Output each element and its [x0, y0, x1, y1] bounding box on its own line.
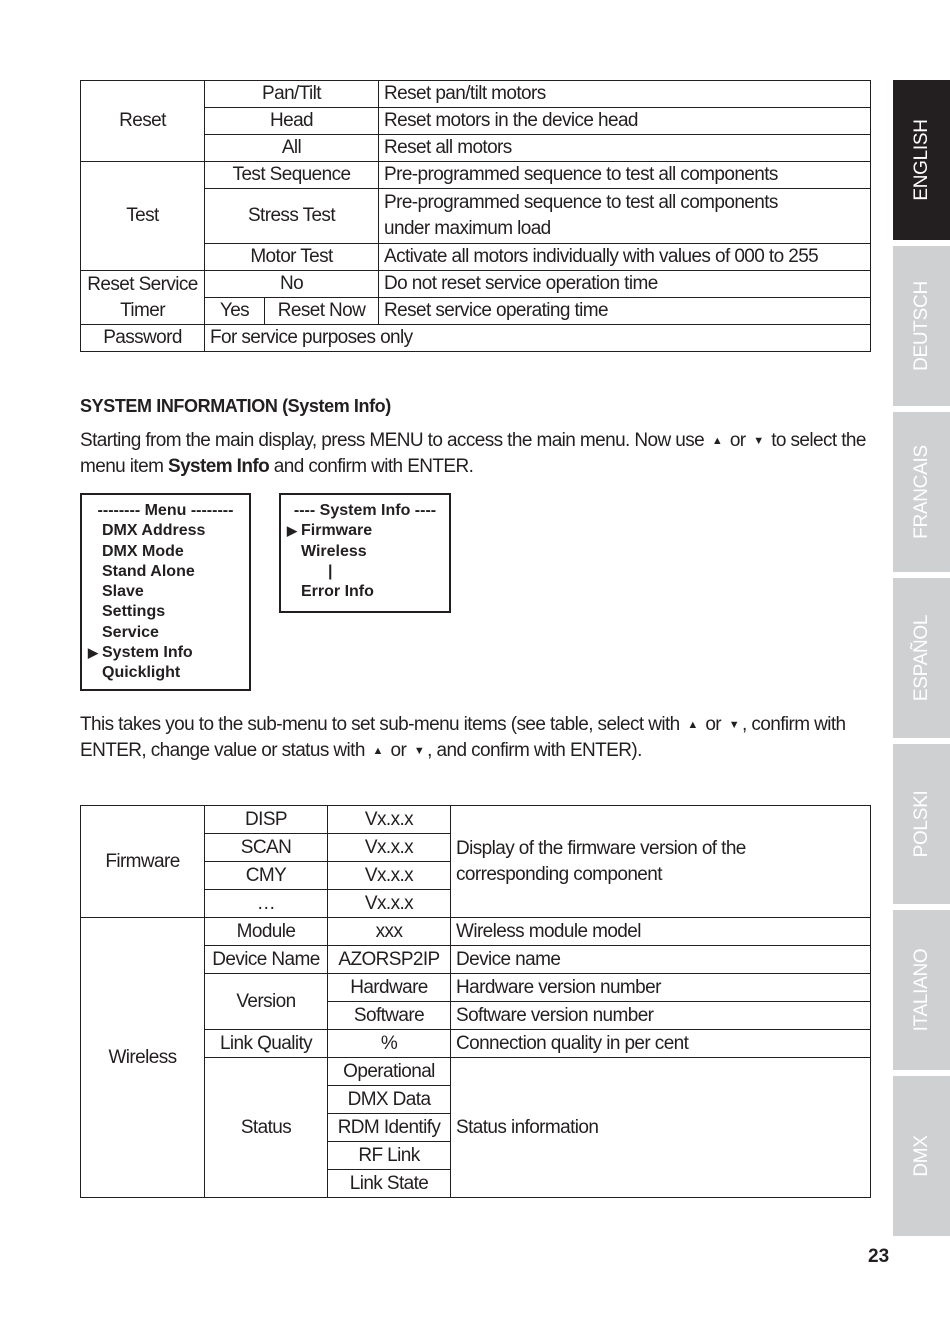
- description-line: under maximum load: [384, 218, 551, 239]
- tab-espanol[interactable]: ESPAÑOL: [893, 578, 950, 738]
- option-cell: Pan/Tilt: [205, 81, 379, 108]
- description-cell: Reset service operating time: [379, 298, 871, 325]
- value-cell: Link State: [328, 1170, 451, 1198]
- item-cell: SCAN: [205, 834, 328, 862]
- arrow-down-icon: ▼: [753, 435, 764, 447]
- tab-polski[interactable]: POLSKI: [893, 744, 950, 904]
- system-info-table: [80, 805, 871, 1198]
- pointer-icon: ▶: [88, 645, 98, 661]
- description-line: Pre-programmed sequence to test all components: [384, 192, 778, 213]
- text-run: or: [729, 430, 746, 451]
- item-cell: Module: [205, 918, 328, 946]
- value-cell: Vx.x.x: [328, 834, 451, 862]
- description-cell: Reset pan/tilt motors: [379, 81, 871, 108]
- text-run: or: [390, 740, 407, 761]
- value-cell: Operational: [328, 1058, 451, 1086]
- section-heading: SYSTEM INFORMATION (System Info): [80, 396, 391, 416]
- item-cell: DISP: [205, 806, 328, 834]
- description-line: Display of the firmware version of the: [456, 837, 746, 859]
- value-cell: Software: [328, 1002, 451, 1030]
- menu-item: DMX Address: [102, 522, 206, 540]
- text-run: This takes you to the sub-menu to set sub-menu items (see table, select with: [80, 714, 680, 735]
- option-cell: Yes: [205, 298, 265, 325]
- keyword: System Info: [168, 456, 270, 477]
- main-menu-display: [80, 493, 251, 691]
- item-cell: Status: [205, 1058, 328, 1198]
- description-cell: For service purposes only: [205, 325, 871, 352]
- menu-item: Stand Alone: [102, 562, 195, 580]
- label-line: Reset Service: [87, 273, 198, 295]
- menu-item: Slave: [102, 583, 144, 601]
- option-cell: Test Sequence: [205, 162, 379, 189]
- option-cell: Motor Test: [205, 244, 379, 271]
- arrow-up-icon: ▲: [711, 435, 723, 447]
- menu-item: Error Info: [301, 583, 374, 601]
- description-cell: Pre-programmed sequence to test all components: [379, 162, 871, 189]
- pointer-icon: ▶: [287, 523, 297, 539]
- text-run: and confirm with ENTER.: [273, 456, 474, 477]
- text-run: , confirm with ENTER, change value or status with: [80, 714, 846, 761]
- item-cell: Device Name: [205, 946, 328, 974]
- option-cell: Stress Test: [205, 189, 379, 244]
- page-number: 23: [868, 1246, 890, 1267]
- arrow-down-icon: ▼: [413, 745, 425, 757]
- intro-paragraph: [80, 428, 870, 480]
- menu-title: ---- System Info ----: [293, 502, 437, 519]
- description-cell: Status information: [451, 1058, 871, 1198]
- value-cell: Vx.x.x: [328, 806, 451, 834]
- submenu-paragraph: [80, 712, 870, 764]
- value-cell: %: [328, 1030, 451, 1058]
- value-cell: AZORSP2IP: [328, 946, 451, 974]
- value-cell: RDM Identify: [328, 1114, 451, 1142]
- arrow-down-icon: ▼: [728, 719, 740, 731]
- description-cell: Device name: [451, 946, 871, 974]
- option-cell: No: [205, 271, 379, 298]
- text-run: to select the menu item: [80, 430, 866, 477]
- tab-english[interactable]: ENGLISH: [893, 80, 950, 240]
- arrow-up-icon: ▲: [687, 719, 698, 731]
- row-label-firmware: Firmware: [81, 806, 205, 918]
- row-label-reset: Reset: [81, 81, 205, 162]
- tab-dmx[interactable]: DMX: [893, 1076, 950, 1236]
- value-cell: DMX Data: [328, 1086, 451, 1114]
- description-cell: Reset all motors: [379, 135, 871, 162]
- value-cell: RF Link: [328, 1142, 451, 1170]
- description-cell: Software version number: [451, 1002, 871, 1030]
- value-cell: xxx: [328, 918, 451, 946]
- description-cell: Wireless module model: [451, 918, 871, 946]
- row-label-reset-service: [81, 271, 205, 325]
- value-cell: Hardware: [328, 974, 451, 1002]
- menu-item-selected: ▶ Firmware: [281, 521, 449, 541]
- reset-test-table: [80, 80, 871, 352]
- menu-item: Service: [102, 623, 159, 641]
- menu-item: DMX Mode: [102, 542, 184, 560]
- tab-deutsch[interactable]: DEUTSCH: [893, 246, 950, 406]
- system-info-display: [279, 493, 451, 613]
- description-cell: Connection quality in per cent: [451, 1030, 871, 1058]
- description-line: corresponding component: [456, 863, 662, 885]
- tab-italiano[interactable]: ITALIANO: [893, 910, 950, 1070]
- description-cell: [451, 806, 871, 918]
- value-cell: Vx.x.x: [328, 862, 451, 890]
- description-cell: [379, 189, 871, 244]
- option-cell: All: [205, 135, 379, 162]
- menu-item: Wireless: [301, 542, 367, 560]
- arrow-up-icon: ▲: [372, 745, 383, 757]
- menu-item-selected: ▶ System Info: [82, 643, 249, 663]
- item-cell: Version: [205, 974, 328, 1030]
- description-cell: Activate all motors individually with values of 000 to 255: [379, 244, 871, 271]
- menu-title: -------- Menu --------: [97, 502, 234, 519]
- text-run: Starting from the main display, press MENU to access the main menu. Now use: [80, 430, 705, 451]
- item-cell: CMY: [205, 862, 328, 890]
- row-label-test: Test: [81, 162, 205, 271]
- item-cell: Link Quality: [205, 1030, 328, 1058]
- menu-separator: |: [328, 562, 333, 580]
- option-cell: Head: [205, 108, 379, 135]
- menu-item: Settings: [102, 603, 166, 621]
- value-cell: Vx.x.x: [328, 890, 451, 918]
- item-cell: …: [205, 890, 328, 918]
- text-run: , and confirm with ENTER).: [427, 740, 642, 761]
- menu-item: Quicklight: [102, 664, 181, 682]
- row-label-password: Password: [81, 325, 205, 352]
- label-line: Timer: [120, 299, 165, 321]
- tab-francais[interactable]: FRANCAIS: [893, 412, 950, 572]
- description-cell: Hardware version number: [451, 974, 871, 1002]
- row-label-wireless: Wireless: [81, 918, 205, 1198]
- text-run: or: [705, 714, 722, 735]
- option-cell: Reset Now: [265, 298, 379, 325]
- description-cell: Do not reset service operation time: [379, 271, 871, 298]
- description-cell: Reset motors in the device head: [379, 108, 871, 135]
